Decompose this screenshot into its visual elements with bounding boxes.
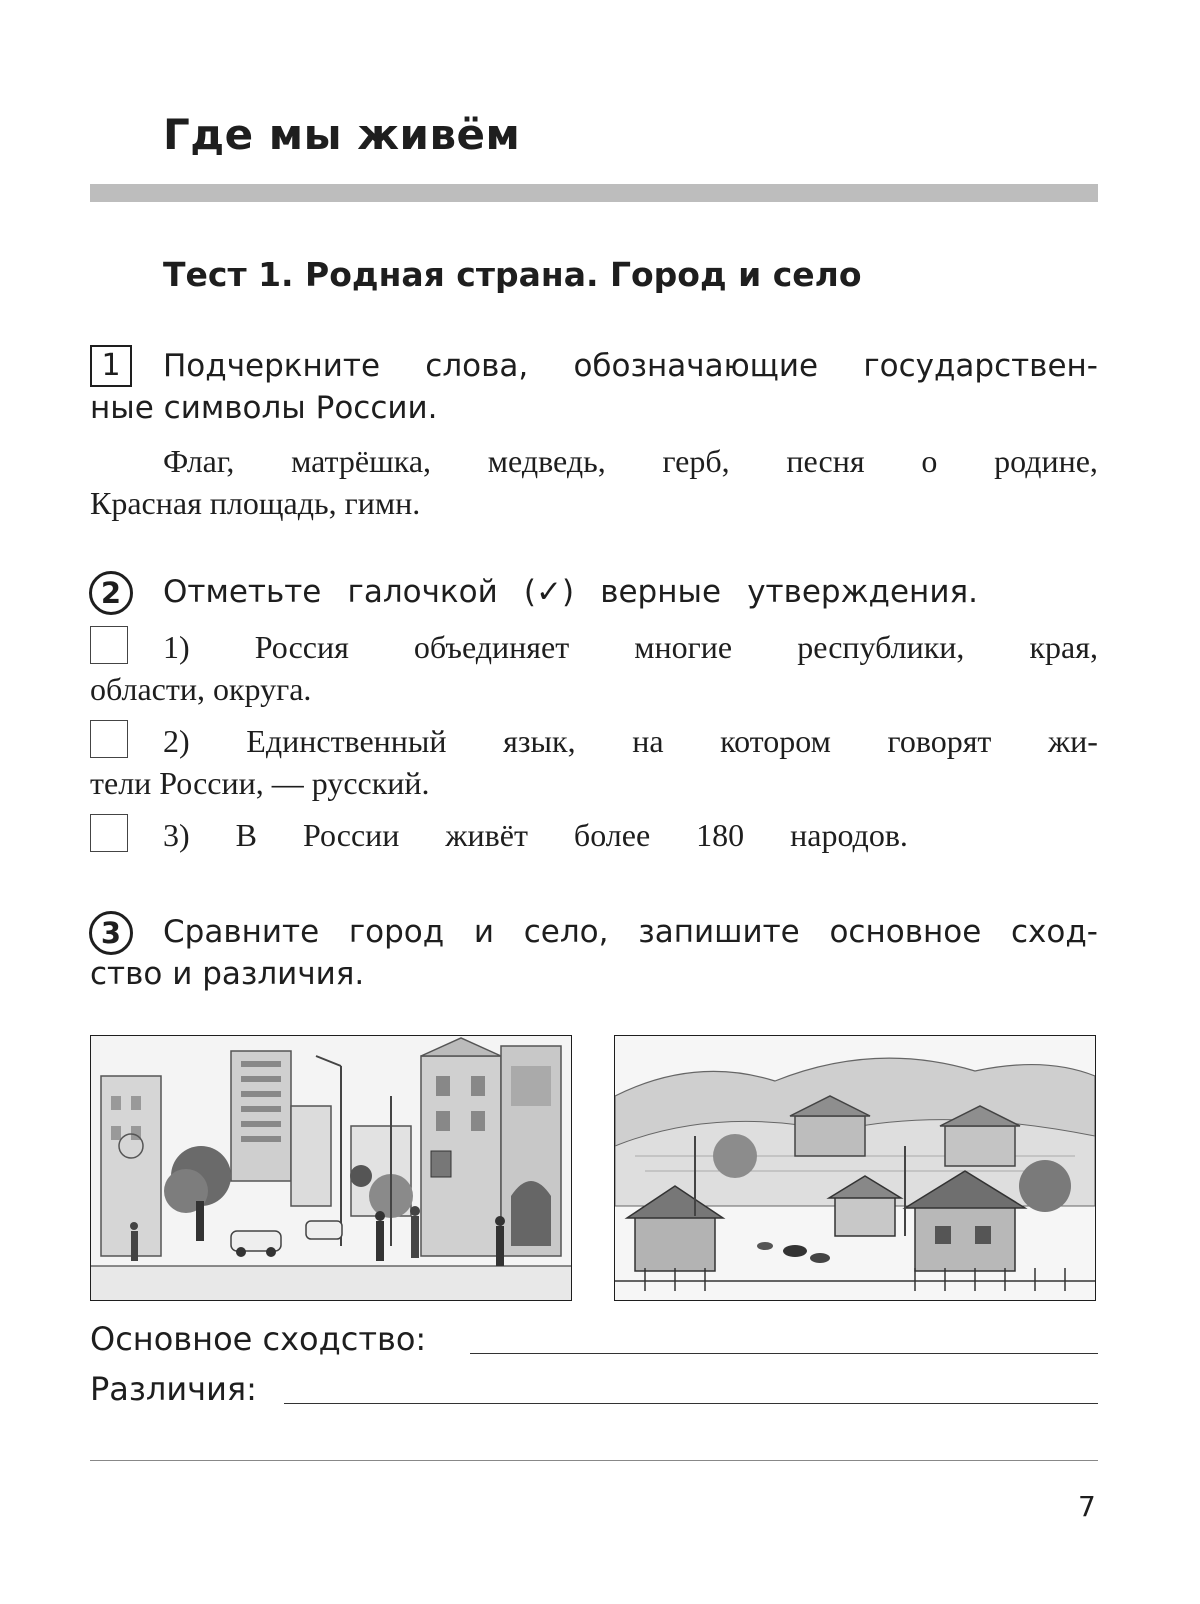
task-3-word: запишите bbox=[638, 914, 800, 950]
task-1-word: Подчеркните bbox=[163, 348, 381, 384]
task-1-option-word: матрёшка, bbox=[291, 443, 432, 479]
task-3-word: сход- bbox=[1011, 914, 1098, 950]
statement-1-line2: области, округа. bbox=[90, 671, 312, 707]
statement-1-word: 1) bbox=[163, 629, 190, 665]
differences-label: Различия: bbox=[90, 1370, 257, 1408]
task-1-option-word: Флаг, bbox=[163, 443, 235, 479]
task-2-number: 2 bbox=[89, 571, 133, 615]
task-3-instruction-line2: ство и различия. bbox=[90, 956, 365, 992]
statement-1-word: многие bbox=[634, 629, 733, 665]
statement-2-word: на bbox=[632, 723, 664, 759]
statement-2-word: Единственный bbox=[246, 723, 447, 759]
similarity-answer-line[interactable] bbox=[470, 1353, 1098, 1354]
statement-3-word: России bbox=[302, 817, 400, 853]
statement-2-word: язык, bbox=[503, 723, 576, 759]
task-2-word: утверждения. bbox=[747, 574, 978, 610]
task-3-word: Сравните bbox=[163, 914, 320, 950]
statement-2-word: 2) bbox=[163, 723, 190, 759]
task-3-word: город bbox=[348, 914, 445, 950]
task-1-option-word: о bbox=[921, 443, 938, 479]
statement-3-word: 180 bbox=[696, 817, 745, 853]
statement-2-word: говорят bbox=[887, 723, 992, 759]
section-divider-bar bbox=[90, 184, 1098, 202]
statement-1-word: объединяет bbox=[413, 629, 570, 665]
task-1-option-word: песня bbox=[786, 443, 865, 479]
statement-2-checkbox[interactable] bbox=[90, 720, 128, 758]
task-1-option-word: медведь, bbox=[487, 443, 606, 479]
statement-2-line1 bbox=[163, 720, 1098, 762]
task-2-word: (✓) bbox=[523, 574, 575, 610]
task-3-number: 3 bbox=[89, 911, 133, 955]
task-3-word: село, bbox=[523, 914, 609, 950]
statement-1-line1 bbox=[163, 626, 1098, 668]
statement-1-word: края, bbox=[1029, 629, 1098, 665]
task-2-word: верные bbox=[600, 574, 722, 610]
task-1-word: государствен- bbox=[863, 348, 1098, 384]
statement-3-word: В bbox=[235, 817, 257, 853]
statement-2-word: жи- bbox=[1048, 723, 1098, 759]
section-title: Где мы живём bbox=[163, 110, 521, 159]
task-3-word: и bbox=[473, 914, 495, 950]
statement-3-word: живёт bbox=[445, 817, 528, 853]
task-1-words-line2: Красная площадь, гимн. bbox=[90, 485, 421, 521]
task-3-instruction-line1 bbox=[163, 911, 1098, 953]
statement-1-checkbox[interactable] bbox=[90, 626, 128, 664]
task-2-word: Отметьте bbox=[163, 574, 322, 610]
statement-3-word: народов. bbox=[790, 817, 908, 853]
statement-3-checkbox[interactable] bbox=[90, 814, 128, 852]
task-2-instruction bbox=[163, 571, 978, 613]
similarity-label: Основное сходство: bbox=[90, 1320, 427, 1358]
statement-3-word: 3) bbox=[163, 817, 190, 853]
test-title: Тест 1. Родная страна. Город и село bbox=[163, 255, 862, 294]
page-number: 7 bbox=[1078, 1490, 1096, 1523]
task-1-instruction-line1 bbox=[163, 345, 1098, 387]
task-1-number: 1 bbox=[90, 345, 132, 387]
task-1-word: слова, bbox=[425, 348, 529, 384]
task-3-word: основное bbox=[829, 914, 982, 950]
statement-2-word: котором bbox=[720, 723, 831, 759]
task-1-words-line1 bbox=[163, 440, 1098, 482]
city-illustration bbox=[90, 1035, 572, 1301]
task-1-word: обозначающие bbox=[573, 348, 819, 384]
statement-1-word: Россия bbox=[254, 629, 349, 665]
task-1-instruction-line2: ные символы России. bbox=[90, 390, 438, 426]
statement-3-line1 bbox=[163, 814, 908, 856]
differences-answer-line[interactable] bbox=[284, 1403, 1098, 1404]
task-2-word: галочкой bbox=[347, 574, 498, 610]
statement-3-word: более bbox=[573, 817, 651, 853]
bottom-divider bbox=[90, 1460, 1098, 1461]
task-1-option-word: родине, bbox=[994, 443, 1098, 479]
task-1-option-word: герб, bbox=[662, 443, 730, 479]
village-illustration bbox=[614, 1035, 1096, 1301]
statement-1-word: республики, bbox=[797, 629, 965, 665]
statement-2-line2: тели России, — русский. bbox=[90, 765, 430, 801]
